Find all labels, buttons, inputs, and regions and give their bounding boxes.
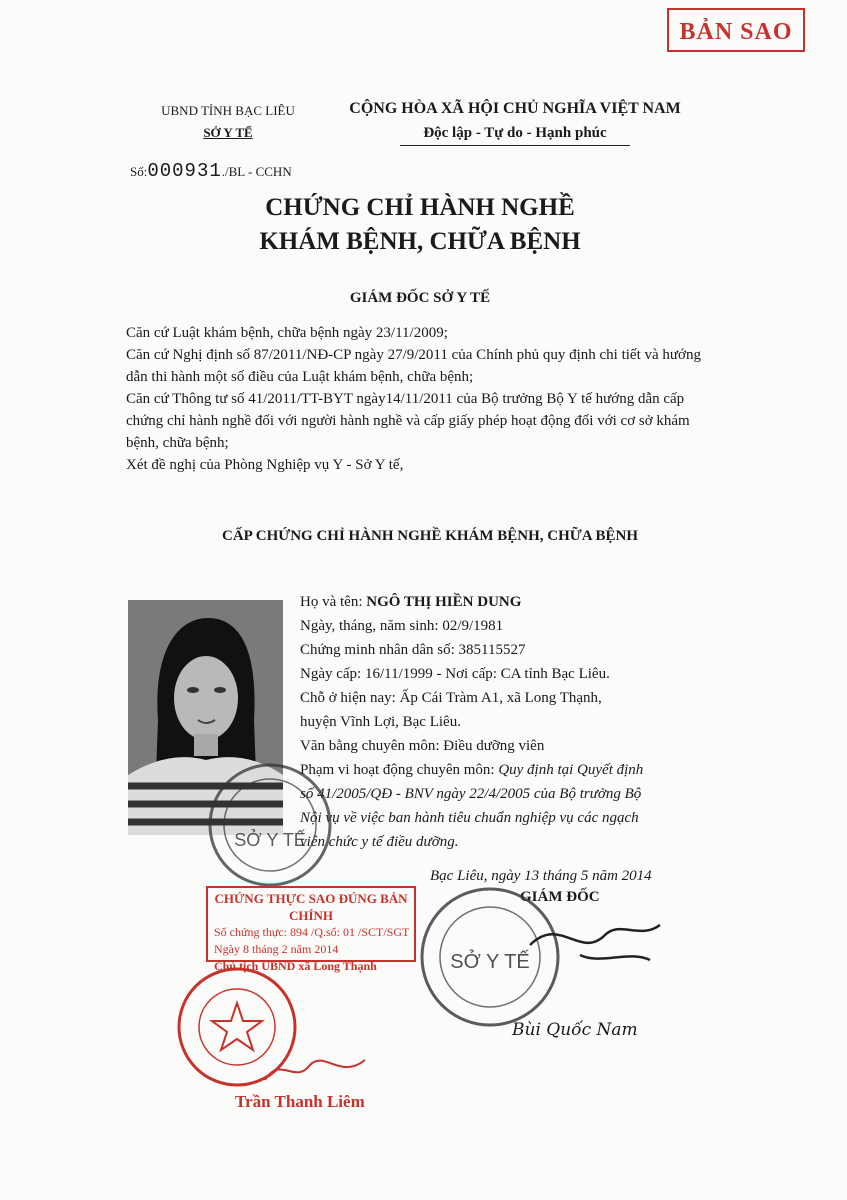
commune-signer-name: Trần Thanh Liêm [235,1092,365,1111]
scope-label: Phạm vi hoạt động chuyên môn: [300,762,499,778]
scope-line1: Quy định tại Quyết định [498,762,644,778]
certification-signer-role: Chủ tịch UBND xã Long Thạnh [214,959,377,973]
seal-text: SỞ Y TẾ [450,951,530,973]
scope-line4: viên chức y tế điều dưỡng. [300,834,459,850]
scope-line3: Nội vụ về việc ban hành tiêu chuẩn nghiệp vụ các ngạch [300,810,639,826]
holder-id: Chứng minh nhân dân số: 385115527 [300,642,526,658]
certification-date: Ngày 8 tháng 2 năm 2014 [214,942,339,956]
holder-info [300,590,740,854]
number-prefix: Số: [130,164,148,179]
certification-title: CHỨNG THỰC SAO ĐÚNG BẢN CHÍNH [214,891,408,923]
national-header [330,97,700,146]
basis-item: Căn cứ Thông tư số 41/2011/TT-BYT ngày14/11/2011 của Bộ trưởng Bộ Y tế hướng dẫn cấp chứng chỉ hành nghề đối với người hành nghề và cấp giấy phép hoạt động đối với cơ sở khám bệnh, chữa bệnh; [126,391,690,451]
signer-role: GIÁM ĐỐC [520,889,600,905]
seal-text: SỞ Y TẾ [234,830,306,850]
number-suffix: ./BL - CCHN [221,164,292,179]
motto-underline [400,145,630,146]
holder-degree: Văn bằng chuyên môn: Điều dưỡng viên [300,738,545,754]
title-line1: CHỨNG CHỈ HÀNH NGHỀ [265,194,575,221]
health-dept-seal-photo [205,760,335,890]
legal-basis [126,322,716,476]
holder-name: NGÔ THỊ HIỀN DUNG [366,594,522,610]
copy-stamp: BẢN SAO [667,8,805,52]
scope-line2: số 41/2005/QĐ - BNV ngày 22/4/2005 của Bộ trưởng Bộ [300,786,642,802]
director-signature [520,905,670,975]
basis-item: Xét đề nghị của Phòng Nghiệp vụ Y - Sở Y tế, [126,457,404,473]
holder-address-1: Chỗ ở hiện nay: Ấp Cái Tràm A1, xã Long Thạnh, [300,690,602,706]
holder-name-row [300,590,740,614]
grant-title: CẤP CHỨNG CHỈ HÀNH NGHỀ KHÁM BỆNH, CHỮA BỆNH [222,528,638,544]
scope-row [300,758,740,782]
document-number [130,160,292,182]
holder-address-2: huyện Vĩnh Lợi, Bạc Liêu. [300,714,461,730]
certification-box [206,886,416,973]
place-date: Bạc Liêu, ngày 13 tháng 5 năm 2014 [430,868,652,884]
title-line2: KHÁM BỆNH, CHỮA BỆNH [259,228,581,255]
director-name: Bùi Quốc Nam [512,1020,638,1040]
issuing-org [118,100,338,144]
holder-issued: Ngày cấp: 16/11/1999 - Nơi cấp: CA tỉnh Bạc Liêu. [300,666,610,682]
commune-signature [255,1045,375,1095]
org-line2: SỞ Y TẾ [203,125,253,140]
basis-item: Căn cứ Luật khám bệnh, chữa bệnh ngày 23/11/2009; [126,325,448,341]
holder-dob: Ngày, tháng, năm sinh: 02/9/1981 [300,618,504,634]
authority-title: GIÁM ĐỐC SỞ Y TẾ [349,290,491,306]
name-label: Họ và tên: [300,594,367,610]
certification-number: Số chứng thực: 894 /Q.số: 01 /SCT/SGT [214,925,410,939]
basis-item: Căn cứ Nghị định số 87/2011/NĐ-CP ngày 27/9/2011 của Chính phủ quy định chi tiết và hướng dẫn thi hành một số điều của Luật khám bệnh, chữa bệnh; [126,347,701,385]
number-value: 000931 [147,160,222,182]
motto: Độc lập - Tự do - Hạnh phúc [423,125,607,141]
org-line1: UBND TỈNH BẠC LIÊU [161,103,295,118]
nation-name: CỘNG HÒA XÃ HỘI CHỦ NGHĨA VIỆT NAM [349,100,681,117]
